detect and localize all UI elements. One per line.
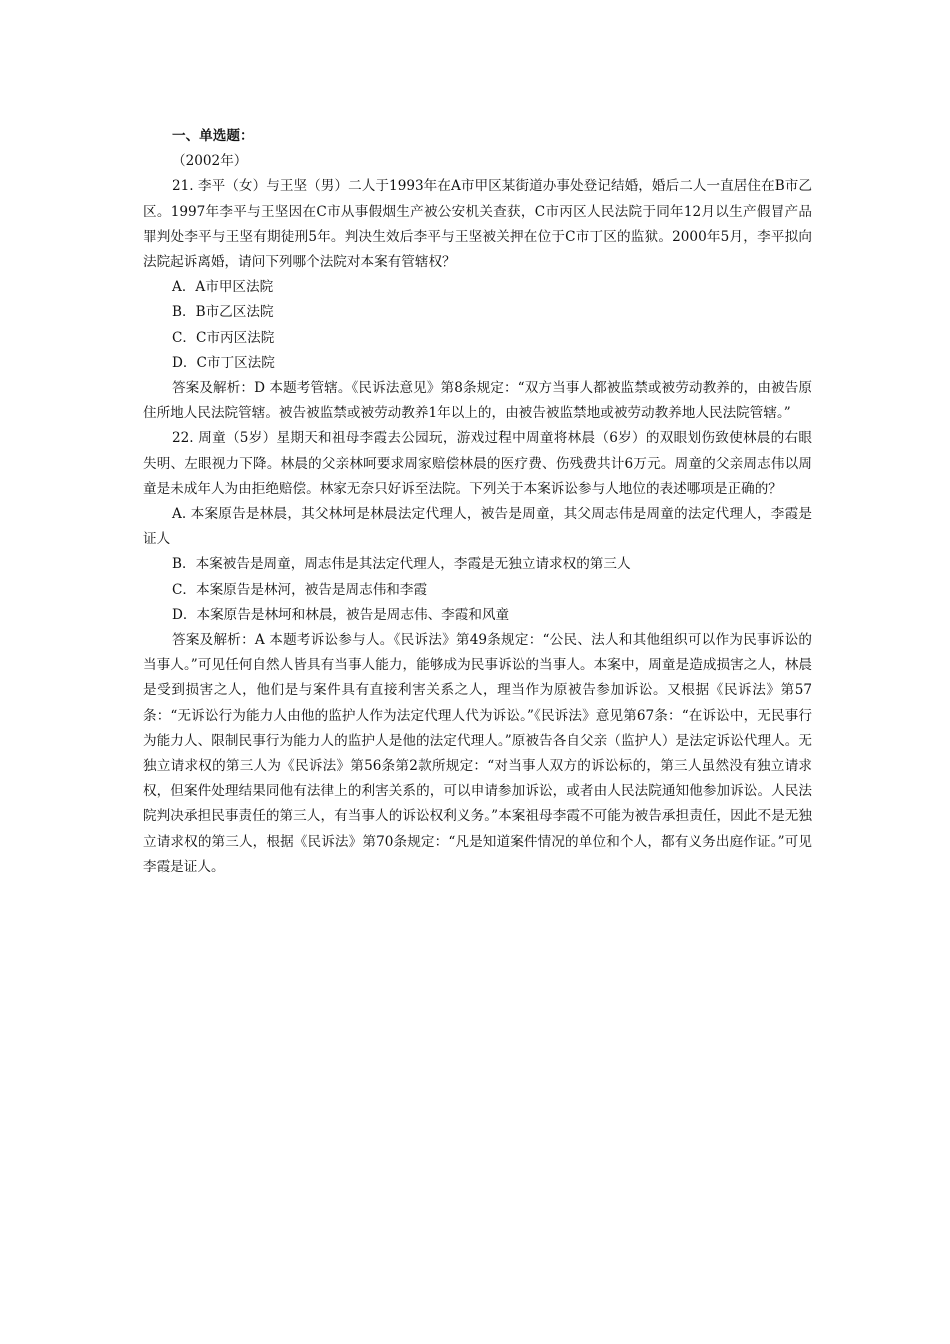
document-body <box>143 124 812 880</box>
question-22-option-d: D．本案原告是林坷和林晨，被告是周志伟、李霞和风童 <box>172 606 510 623</box>
question-21-stem: 21. 李平（女）与王坚（男）二人于1993年在A市甲区某街道办事处登记结婚，婚后二人一直居住在B市乙区。1997年李平与王坚因在C市从事假烟生产被公安机关查获，C市丙区人民法院于同年12月以生产假冒产品罪判处李平与王坚有期徒刑5年。判决生效后李平与王坚被关押在位于C市丁区的监狱。2000年5月，李平拟向法院起诉离婚，请问下列哪个法院对本案有管辖权？ <box>143 178 812 271</box>
question-22-stem: 22. 周童（5岁）星期天和祖母李霞去公园玩，游戏过程中周童将林晨（6岁）的双眼划伤致使林晨的右眼失明、左眼视力下降。林晨的父亲林呵要求周家赔偿林晨的医疗费、伤残费共计6万元。周童的父亲周志伟以周童是未成年人为由拒绝赔偿。林家无奈只好诉至法院。下列关于本案诉讼参与人地位的表述哪项是正确的？ <box>143 430 812 497</box>
section-heading: 一、单选题： <box>172 128 254 144</box>
question-22-answer: 答案及解析：A 本题考诉讼参与人。《民诉法》第49条规定：“公民、法人和其他组织可以作为民事诉讼的当事人。”可见任何自然人皆具有当事人能力，能够成为民事诉讼的当事人。本案中，周童是造成损害之人，林晨是受到损害之人，他们是与案件具有直接利害关系之人，理当作为原被告参加诉讼。又根据《民诉法》第57条：“无诉讼行为能力人由他的监护人作为法定代理人代为诉讼。”《民诉法》意见第67条：“在诉讼中，无民事行为能力人、限制民事行为能力人的监护人是他的法定代理人。”原被告各自父亲（监护人）是法定诉讼代理人。无独立请求权的第三人为《民诉法》第56条第2款所规定：“对当事人双方的诉讼标的，第三人虽然没有独立请求权，但案件处理结果同他有法律上的利害关系的，可以申请参加诉讼，或者由人民法院通知他参加诉讼。人民法院判决承担民事责任的第三人，有当事人的诉讼权利义务。”本案祖母李霞不可能为被告承担责任，因此不是无独立请求权的第三人，根据《民诉法》第70条规定：“凡是知道案件情况的单位和个人，都有义务出庭作证。”可见李霞是证人。 <box>143 632 812 875</box>
question-22-option-b: B．本案被告是周童，周志伟是其法定代理人，李霞是无独立请求权的第三人 <box>172 556 631 573</box>
question-21-answer: 答案及解析：D 本题考管辖。《民诉法意见》第8条规定：“双方当事人都被监禁或被劳动教养的，由被告原住所地人民法院管辖。被告被监禁或被劳动教养1年以上的，由被告被监禁地或被劳动教养地人民法院管辖。” <box>143 380 812 422</box>
question-21-option-a: A．A市甲区法院 <box>172 279 274 296</box>
question-21-option-c: C．C市丙区法院 <box>172 329 275 346</box>
question-22-option-a: A. 本案原告是林晨，其父林坷是林晨法定代理人，被告是周童，其父周志伟是周童的法定代理人，李霞是证人 <box>143 506 812 548</box>
year-label: （2002年） <box>172 153 248 170</box>
question-22-option-c: C．本案原告是林河，被告是周志伟和李霞 <box>172 581 428 598</box>
question-21-option-b: B．B市乙区法院 <box>172 304 274 321</box>
question-21-option-d: D．C市丁区法院 <box>172 354 275 371</box>
